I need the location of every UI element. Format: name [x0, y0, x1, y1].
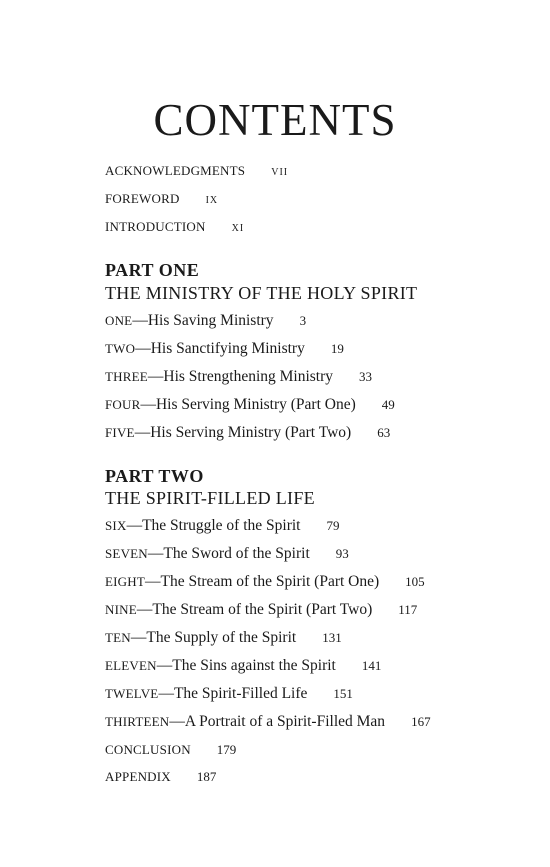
chapter-page: 3	[299, 313, 307, 328]
chapter-page: 79	[326, 518, 340, 533]
chapter-title: —The Supply of the Spirit	[130, 629, 297, 646]
part-one-title: THE MINISTRY OF THE HOLY SPIRIT	[105, 283, 418, 303]
chapter-title: —His Serving Ministry (Part Two)	[134, 424, 352, 441]
chapter-title: —The Sins against the Spirit	[156, 657, 336, 674]
entry-page: ix	[205, 192, 219, 207]
chapter-page: 105	[405, 574, 425, 589]
toc-chapter-ten[interactable]	[105, 628, 342, 648]
chapter-page: 167	[411, 714, 431, 729]
entry-label: FOREWORD	[105, 191, 180, 206]
part-one-label: PART ONE	[105, 260, 200, 280]
chapter-page: 141	[361, 658, 382, 673]
entry-page: 179	[216, 742, 237, 757]
chapter-number: EIGHT	[105, 574, 145, 589]
chapter-page: 63	[377, 425, 391, 440]
chapter-page: 117	[398, 602, 418, 617]
toc-entry-acknowledgments[interactable]	[105, 161, 288, 182]
toc-chapter-five[interactable]	[105, 423, 390, 443]
chapter-page: 131	[322, 630, 342, 645]
toc-chapter-three[interactable]	[105, 367, 372, 387]
chapter-number: TWO	[105, 341, 136, 356]
chapter-title: —The Stream of the Spirit (Part Two)	[136, 601, 373, 618]
chapter-title: —The Spirit-Filled Life	[158, 685, 308, 702]
toc-chapter-seven[interactable]	[105, 544, 349, 564]
entry-label: CONCLUSION	[105, 742, 191, 757]
entry-label: ACKNOWLEDGMENTS	[105, 163, 246, 178]
chapter-number: THREE	[105, 369, 148, 384]
entry-label: APPENDIX	[105, 769, 171, 784]
chapter-number: ELEVEN	[105, 658, 157, 673]
chapter-number: THIRTEEN	[105, 714, 170, 729]
chapter-number: SEVEN	[105, 546, 148, 561]
chapter-title: —His Serving Ministry (Part One)	[140, 396, 356, 413]
page-title: CONTENTS	[153, 95, 397, 145]
chapter-title: —The Sword of the Spirit	[147, 545, 310, 562]
chapter-page: 151	[333, 686, 353, 701]
entry-label: INTRODUCTION	[105, 219, 206, 234]
toc-entry-conclusion[interactable]	[105, 740, 236, 760]
toc-entry-foreword[interactable]	[105, 189, 218, 210]
chapter-number: NINE	[105, 602, 137, 617]
toc-chapter-six[interactable]	[105, 516, 339, 536]
part-two-title: THE SPIRIT-FILLED LIFE	[105, 488, 315, 508]
chapter-title: —His Sanctifying Ministry	[135, 340, 305, 357]
chapter-title: —His Strengthening Ministry	[147, 368, 334, 385]
toc-chapter-nine[interactable]	[105, 600, 417, 620]
chapter-title: —The Stream of the Spirit (Part One)	[145, 573, 380, 590]
chapter-number: ONE	[105, 313, 133, 328]
toc-chapter-one[interactable]	[105, 311, 306, 331]
toc-chapter-eight[interactable]	[105, 572, 425, 592]
entry-page: xi	[231, 220, 245, 235]
chapter-number: FOUR	[105, 397, 141, 412]
chapter-page: 49	[381, 397, 395, 412]
toc-chapter-twelve[interactable]	[105, 684, 353, 704]
chapter-page: 93	[335, 546, 349, 561]
chapter-page: 33	[359, 369, 373, 384]
toc-entry-introduction[interactable]	[105, 217, 244, 238]
entry-page: vii	[271, 164, 289, 179]
chapter-number: TWELVE	[105, 686, 159, 701]
chapter-title: —A Portrait of a Spirit-Filled Man	[169, 713, 386, 730]
toc-chapter-two[interactable]	[105, 339, 344, 359]
chapter-title: —His Saving Ministry	[132, 312, 274, 329]
chapter-page: 19	[330, 341, 344, 356]
chapter-title: —The Struggle of the Spirit	[126, 517, 301, 534]
chapter-number: SIX	[105, 518, 127, 533]
entry-page: 187	[196, 769, 217, 784]
toc-entry-appendix[interactable]	[105, 767, 216, 787]
chapter-number: FIVE	[105, 425, 135, 440]
toc-chapter-thirteen[interactable]	[105, 712, 431, 732]
toc-chapter-eleven[interactable]	[105, 656, 381, 676]
part-two-label: PART TWO	[105, 466, 204, 486]
chapter-number: TEN	[105, 630, 131, 645]
toc-chapter-four[interactable]	[105, 395, 395, 415]
